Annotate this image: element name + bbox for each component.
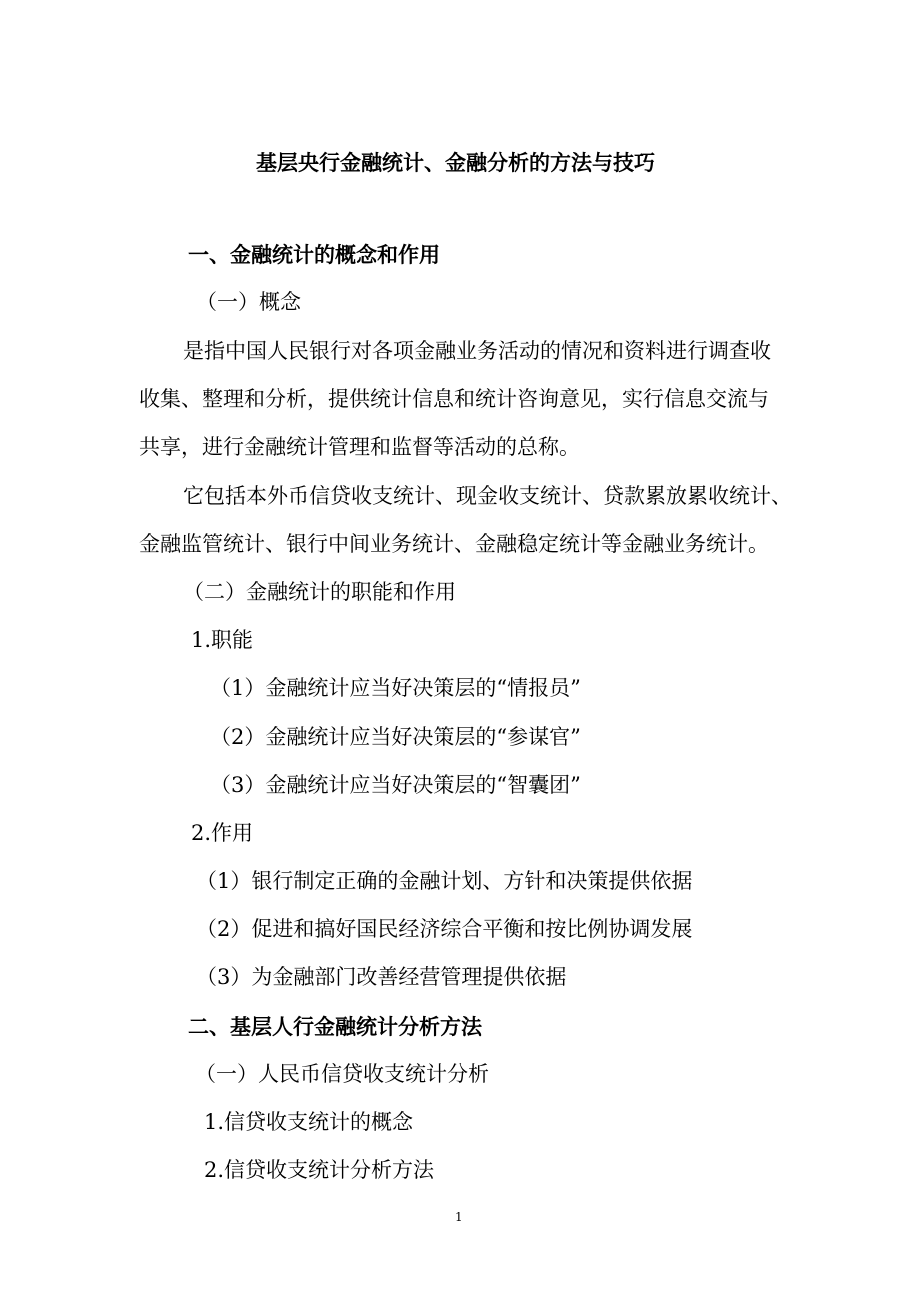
function-item: （3）金融统计应当好决策层的“智囊团” xyxy=(210,773,581,797)
subsection-heading-concept: （一）概念 xyxy=(196,290,301,314)
paragraph-line: 它包括本外币信贷收支统计、现金收支统计、贷款累放累收统计、 xyxy=(183,484,792,508)
subsection-heading-functions-roles: （二）金融统计的职能和作用 xyxy=(183,580,456,604)
item-credit-method: 2.信贷收支统计分析方法 xyxy=(204,1158,435,1182)
function-item: （2）金融统计应当好决策层的“参谋官” xyxy=(210,725,581,749)
role-item: （2）促进和搞好国民经济综合平衡和按比例协调发展 xyxy=(196,917,693,941)
document-title: 基层央行金融统计、金融分析的方法与技巧 xyxy=(256,150,655,175)
role-item: （3）为金融部门改善经营管理提供依据 xyxy=(196,965,567,989)
paragraph-line: 收集、整理和分析，提供统计信息和统计咨询意见，实行信息交流与 xyxy=(139,387,769,411)
paragraph-line: 是指中国人民银行对各项金融业务活动的情况和资料进行调查收 xyxy=(183,339,771,363)
item-roles: 2.作用 xyxy=(191,821,254,845)
function-item: （1）金融统计应当好决策层的“情报员” xyxy=(210,676,581,700)
paragraph-line: 金融监管统计、银行中间业务统计、金融稳定统计等金融业务统计。 xyxy=(139,532,769,556)
subsection-heading-credit: （一）人民币信贷收支统计分析 xyxy=(195,1062,489,1086)
page-number: 1 xyxy=(455,1210,463,1224)
section-heading-2: 二、基层人行金融统计分析方法 xyxy=(188,1014,482,1039)
paragraph-line: 共享，进行金融统计管理和监督等活动的总称。 xyxy=(139,435,580,459)
role-item: （1）银行制定正确的金融计划、方针和决策提供依据 xyxy=(196,869,693,893)
section-heading-1: 一、金融统计的概念和作用 xyxy=(188,242,440,267)
item-functions: 1.职能 xyxy=(191,628,254,652)
item-credit-concept: 1.信贷收支统计的概念 xyxy=(204,1110,414,1134)
